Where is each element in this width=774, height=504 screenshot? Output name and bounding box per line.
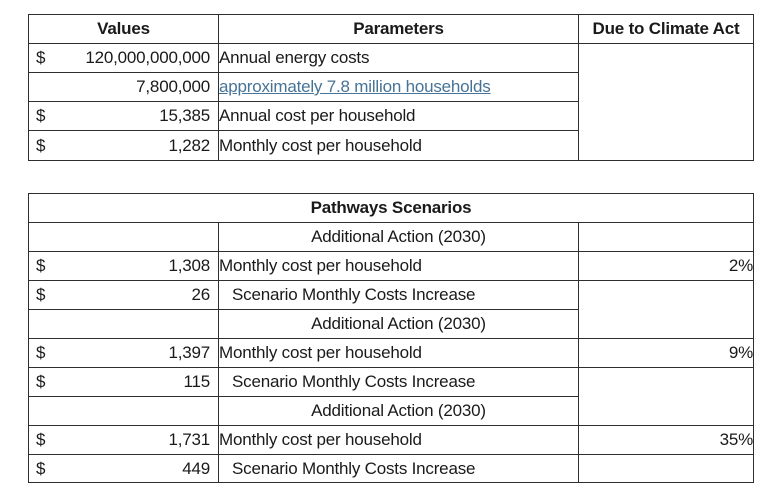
value-number: 7,800,000 xyxy=(136,77,210,96)
scenario-2-monthly-value-cell xyxy=(29,339,219,368)
scenario-2-percent-cell: 9% xyxy=(579,339,754,368)
empty-cell xyxy=(29,397,219,426)
scenario-3-monthly-value-cell xyxy=(29,426,219,455)
scenario-2-increase-label-cell: Scenario Monthly Costs Increase xyxy=(219,368,579,397)
values-column-header: Values xyxy=(29,15,219,44)
scenario-3-name-cell: Additional Action (2030) xyxy=(219,397,579,426)
scenario-3-increase-value-cell xyxy=(29,455,219,483)
table-row xyxy=(29,15,754,44)
value-number: 26 xyxy=(191,285,210,304)
monthly-cost-value-cell xyxy=(29,131,219,161)
households-value-cell xyxy=(29,73,219,102)
currency-symbol: $ xyxy=(36,430,46,449)
households-hyperlink[interactable]: approximately 7.8 million households xyxy=(219,77,491,96)
currency-symbol: $ xyxy=(36,285,46,304)
empty-cell xyxy=(29,223,219,252)
currency-symbol: $ xyxy=(36,458,46,478)
scenario-3-monthly-label-cell: Monthly cost per household xyxy=(219,426,579,455)
value-number: 15,385 xyxy=(159,106,210,125)
pathways-scenarios-table xyxy=(28,193,754,483)
empty-cell xyxy=(29,310,219,339)
scenario-1-increase-label-cell: Scenario Monthly Costs Increase xyxy=(219,281,579,310)
table-row xyxy=(29,426,754,455)
table-row xyxy=(29,252,754,281)
currency-symbol: $ xyxy=(36,135,46,155)
annual-energy-costs-label-cell: Annual energy costs xyxy=(219,44,579,73)
scenario-3-increase-label-cell: Scenario Monthly Costs Increase xyxy=(219,455,579,483)
due-to-climate-act-column-header: Due to Climate Act xyxy=(579,15,754,44)
scenario-2-name-cell: Additional Action (2030) xyxy=(219,310,579,339)
table-row xyxy=(29,44,754,73)
table-row xyxy=(29,281,754,310)
parameters-column-header: Parameters xyxy=(219,15,579,44)
due-column-empty-cell xyxy=(579,44,754,161)
scenario-3-percent-cell: 35% xyxy=(579,426,754,455)
value-number: 115 xyxy=(183,372,210,391)
scenario-1-percent-cell: 2% xyxy=(579,252,754,281)
currency-symbol: $ xyxy=(36,48,46,67)
empty-cell xyxy=(579,455,754,483)
scenario-1-increase-value-cell xyxy=(29,281,219,310)
table-row xyxy=(29,194,754,223)
pathways-scenarios-title: Pathways Scenarios xyxy=(29,194,754,223)
scenario-1-monthly-value-cell xyxy=(29,252,219,281)
currency-symbol: $ xyxy=(36,372,46,391)
currency-symbol: $ xyxy=(36,106,46,125)
energy-costs-table xyxy=(28,14,754,161)
table-row xyxy=(29,339,754,368)
table-row xyxy=(29,455,754,483)
monthly-cost-label-cell: Monthly cost per household xyxy=(219,131,579,161)
value-number: 1,397 xyxy=(168,343,210,362)
currency-symbol: $ xyxy=(36,343,46,362)
table-row xyxy=(29,368,754,397)
scenario-1-monthly-label-cell: Monthly cost per household xyxy=(219,252,579,281)
value-number: 449 xyxy=(182,458,210,478)
value-number: 1,282 xyxy=(168,135,210,155)
annual-cost-label-cell: Annual cost per household xyxy=(219,102,579,131)
annual-cost-value-cell xyxy=(29,102,219,131)
scenario-1-name-cell: Additional Action (2030) xyxy=(219,223,579,252)
table-row xyxy=(29,223,754,252)
value-number: 1,308 xyxy=(168,256,210,275)
annual-energy-costs-value-cell xyxy=(29,44,219,73)
households-label-cell xyxy=(219,73,579,102)
value-number: 120,000,000,000 xyxy=(85,48,210,67)
scenario-2-monthly-label-cell: Monthly cost per household xyxy=(219,339,579,368)
empty-cell xyxy=(579,223,754,252)
scenario-2-increase-value-cell xyxy=(29,368,219,397)
value-number: 1,731 xyxy=(168,430,210,449)
currency-symbol: $ xyxy=(36,256,46,275)
empty-merged-cell xyxy=(579,368,754,426)
empty-merged-cell xyxy=(579,281,754,339)
